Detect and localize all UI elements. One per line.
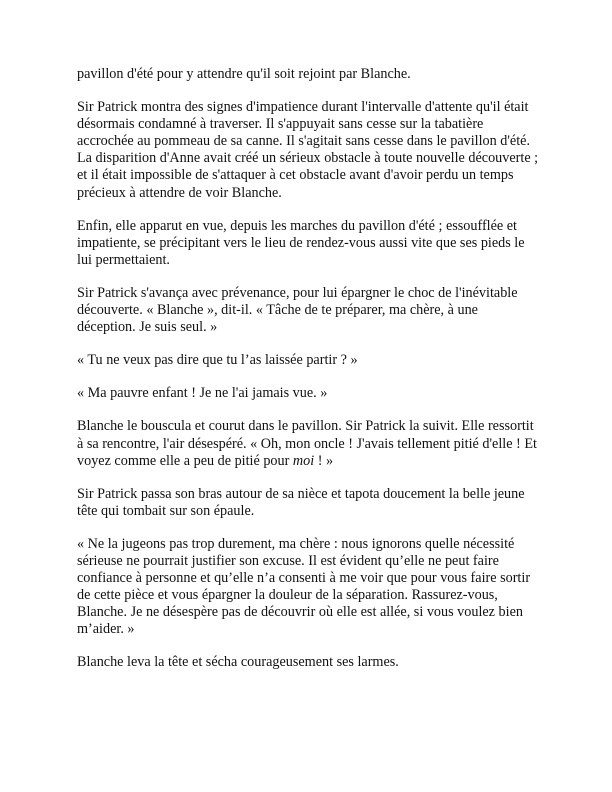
paragraph-7 [77, 418, 540, 469]
document-page [77, 66, 540, 688]
paragraph-3: Enfin, elle apparut en vue, depuis les marches du pavillon d'été ; essoufflée et impatiente, se précipitant vers le lieu de rendez-vous aussi vite que ses pieds le lui permettaient. [77, 217, 525, 268]
paragraph-2: Sir Patrick montra des signes d'impatience durant l'intervalle d'attente qu'il était désormais condamné à traverser. Il s'appuyait sans cesse sur la tabatière accrochée au pommeau de sa canne. Il s'agitait sans cesse dans le pavillon d'été. La disparition d'Anne avait créé un sérieux obstacle à toute nouvelle découverte ; et il était impossible de s'attaquer à cet obstacle avant d'avoir perdu un temps précieux à attendre de voir Blanche. [77, 99, 539, 201]
paragraph-5: « Tu ne veux pas dire que tu l’as laissée partir ? » [77, 352, 358, 369]
paragraph-8: Sir Patrick passa son bras autour de sa nièce et tapota doucement la belle jeune tête qui tombait sur son épaule. [77, 485, 525, 519]
paragraph-1: pavillon d'été pour y attendre qu'il soit rejoint par Blanche. [77, 66, 411, 82]
paragraph-7-text: Blanche le bouscula et courut dans le pavillon. Sir Patrick la suivit. Elle ressortit à sa rencontre, l'air désespéré. « Oh, mon oncle ! J'avais tellement pitié d'elle ! Et voyez comme elle a peu de pitié pour [77, 418, 537, 469]
paragraph-7-end: ! » [314, 452, 334, 469]
emphasis-moi: moi [292, 452, 315, 469]
paragraph-6: « Ma pauvre enfant ! Je ne l'ai jamais vue. » [77, 385, 328, 402]
paragraph-9: « Ne la jugeons pas trop durement, ma chère : nous ignorons quelle nécessité sérieuse ne pourrait justifier son excuse. Il est évident qu’elle ne peut faire confiance à personne et qu’elle n’a consenti à me voir que pour vous faire sortir de cette pièce et vous épargner la douleur de la séparation. Rassurez-vous, Blanche. Je ne désespère pas de découvrir où elle est allée, si vous voulez bien m’aider. » [77, 535, 531, 638]
paragraph-4: Sir Patrick s'avança avec prévenance, pour lui épargner le choc de l'inévitable découverte. « Blanche », dit-il. « Tâche de te préparer, ma chère, à une déception. Je suis seul. » [77, 284, 518, 336]
paragraph-10: Blanche leva la tête et sécha courageusement ses larmes. [77, 654, 399, 671]
